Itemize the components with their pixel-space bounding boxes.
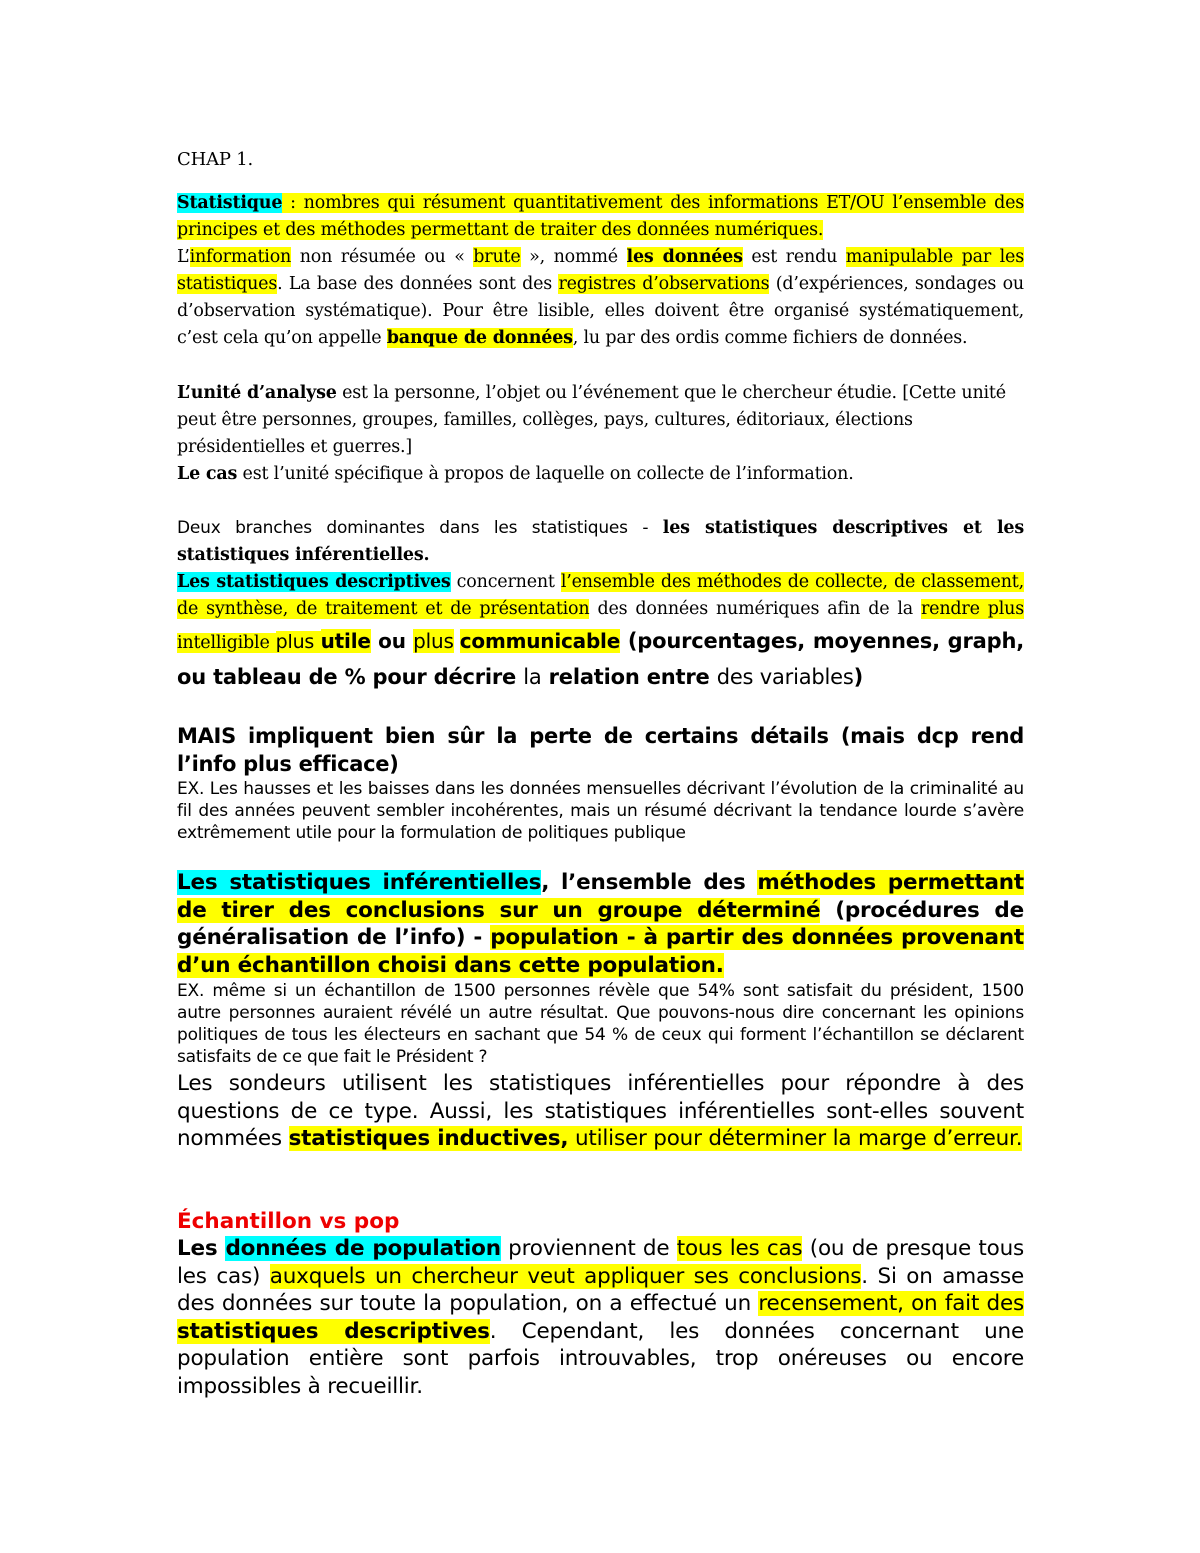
- paragraph-population: Les données de population proviennent de tous les cas (ou de presque tous les cas) auxquels un chercheur veut appliquer ses conclusions. Si on amasse des données sur toute la population, on a effectué un recensement, on fait des statistiques descriptives. Cependant, les données concernant une population entière sont parfois introuvables, trop onéreuses ou encore impossibles à recueillir.: [177, 1236, 1025, 1399]
- paragraph-branches: Deux branches dominantes dans les statistiques - les statistiques descriptives et les statistiques inférentielles.: [177, 518, 1024, 565]
- definition-statistique: nombres qui résument quantitativement des informations ET/OU l’ensemble des principes et des méthodes permettant de traiter des données numériques.: [177, 193, 1025, 240]
- paragraph-inferentielles: Les statistiques inférentielles, l’ensemble des méthodes permettant de tirer des conclusions sur un groupe déterminé (procédures de généralisation de l’info) - population - à partir des données provenant d’un échantillon choisi dans cette population.: [177, 870, 1025, 978]
- paragraph-sondeurs: Les sondeurs utilisent les statistiques inférentielles pour répondre à des questions de ce type. Aussi, les statistiques inférentielles sont-elles souvent nommées statistiques inductives, utiliser pour déterminer la marge d’erreur.: [177, 1071, 1024, 1151]
- paragraph-cas: Le cas est l’unité spécifique à propos de laquelle on collecte de l’information.: [177, 464, 854, 484]
- term-statistique: Statistique: [177, 193, 283, 213]
- paragraph-example-criminalite: EX. Les hausses et les baisses dans les données mensuelles décrivant l’évolution de la criminalité au fil des années peuvent sembler incohérentes, mais un résumé décrivant la tendance lourde s’avère extrêmement utile pour la formulation de politiques publique: [177, 779, 1024, 843]
- paragraph-descriptives: Les statistiques descriptives concernent l’ensemble des méthodes de collecte, de classement, de synthèse, de traitement et de présentation des données numériques afin de la rendre plus intelligible plus utile ou plus communicable (pourcentages, moyennes, graph, ou tableau de % pour décrire la relation entre des variables): [177, 572, 1024, 689]
- paragraph-mais: MAIS impliquent bien sûr la perte de certains détails (mais dcp rend l’info plus efficace): [177, 724, 1024, 776]
- paragraph-statistique: Statistique : nombres qui résument quantitativement des informations ET/OU l’ensemble des principes et des méthodes permettant de traiter des données numériques.: [177, 193, 1025, 240]
- section-heading: Échantillon vs pop: [177, 1209, 400, 1234]
- paragraph-donnees: L’information non résumée ou « brute », nommé les données est rendu manipulable par les statistiques. La base des données sont des registres d’observations (d’expériences, sondages ou d’observation systématique). Pour être lisible, elles doivent être organisé systématiquement, c’est cela qu’on appelle banque de données, lu par des ordis comme fichiers de données.: [177, 247, 1025, 348]
- paragraph-example-sondage: EX. même si un échantillon de 1500 personnes révèle que 54% sont satisfait du président, 1500 autre personnes auraient révélé un autre résultat. Que pouvons-nous dire concernant les opinions politiques de tous les électeurs en sachant que 54 % de ceux qui forment l’échantillon se déclarent satisfaits de ce que fait le Président ?: [177, 981, 1024, 1067]
- chapter-title: CHAP 1.: [177, 149, 254, 170]
- paragraph-unite-analyse: L’unité d’analyse est la personne, l’objet ou l’événement que le chercheur étudie. [Cette unité peut être personnes, groupes, familles, collèges, pays, cultures, éditoriaux, élections présidentielles et guerres.]: [177, 383, 1006, 457]
